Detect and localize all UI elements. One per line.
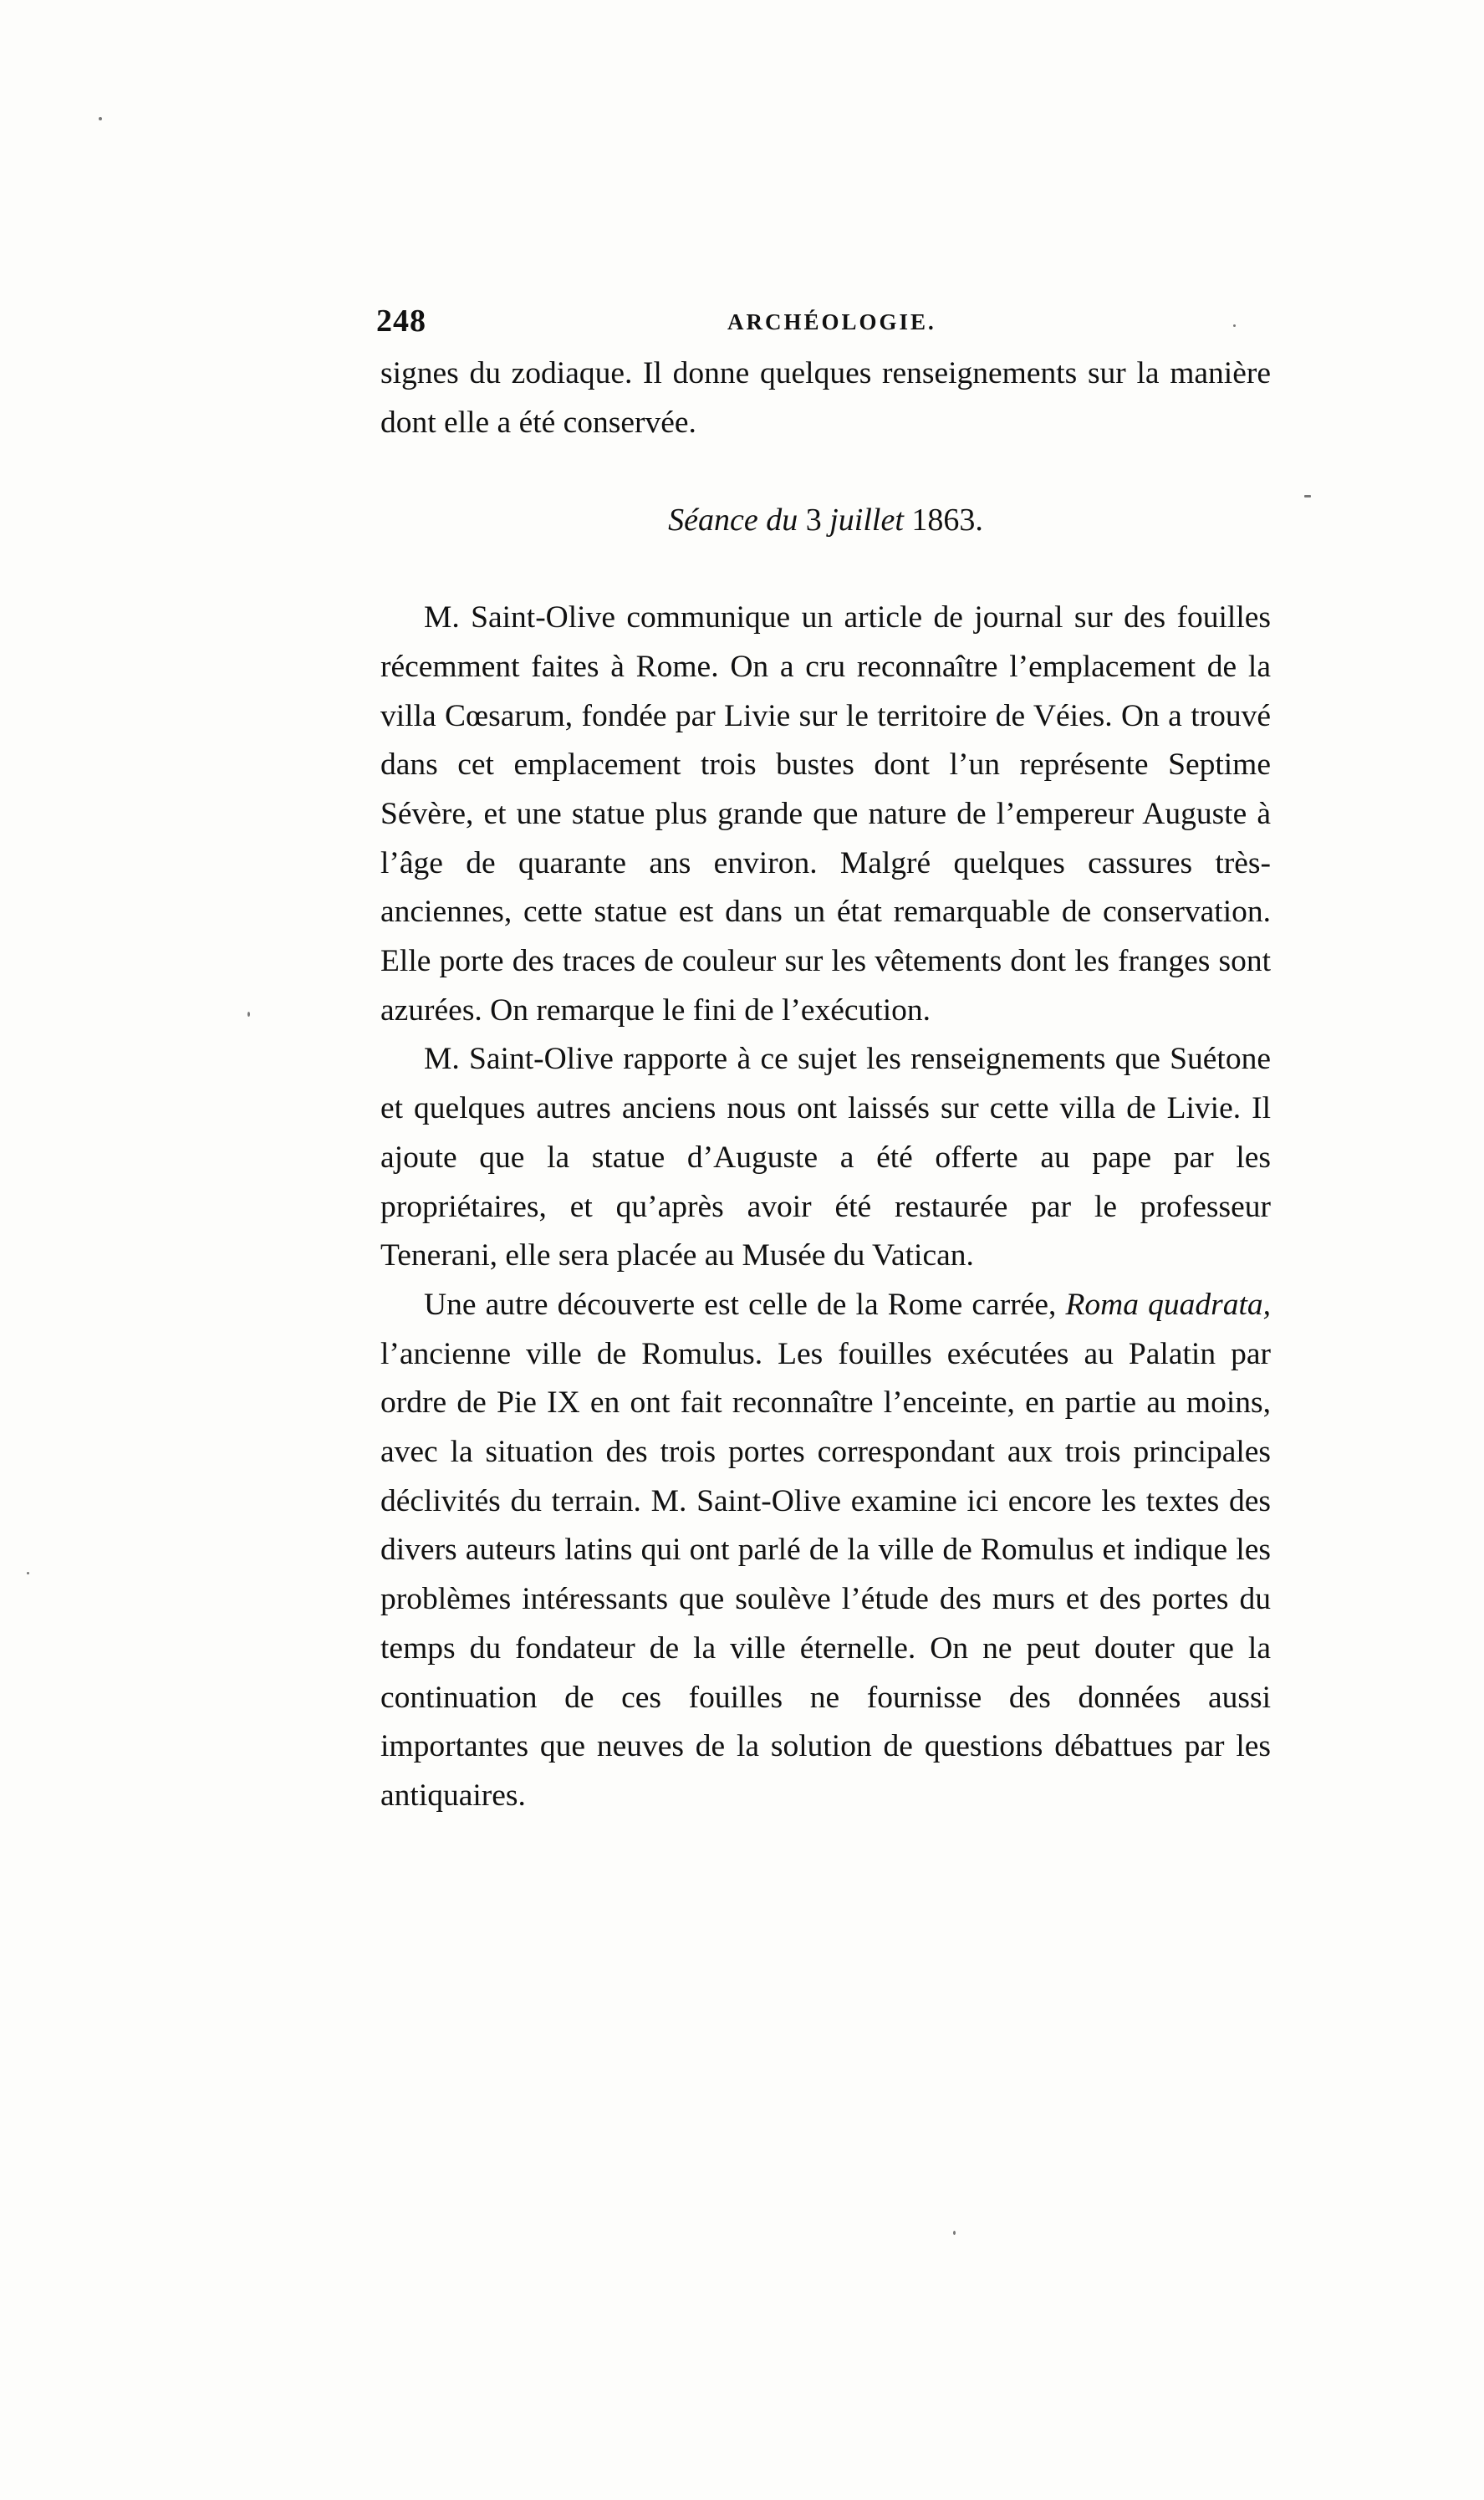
scan-speck	[247, 1012, 250, 1017]
session-heading-prefix: Séance du	[668, 503, 798, 538]
scan-speck	[27, 1572, 29, 1574]
session-heading-year: 1863.	[911, 503, 983, 538]
roma-quadrata-italic: Roma quadrata,	[1065, 1287, 1272, 1322]
session-heading-month: juillet	[829, 503, 904, 538]
scan-speck	[99, 117, 102, 120]
page-number: 248	[376, 304, 426, 339]
paragraph-statue-discovery: M. Saint-Olive communique un article de journal sur des fouilles récemment faites à Rome. On a cru reconnaître l’emplacement de la villa Cœsarum, fondée par Livie sur le territoire de Véies. On a trouvé dans cet emplacement trois bustes dont l’un représente Septime Sévère, et une statue plus grande que nature de l’empereur Auguste à l’âge de quarante ans environ. Malgré quelques cassures très-anciennes, cette statue est dans un état remarquable de conservation. Elle porte des traces de couleur sur les vêtements dont les franges sont azurées. On remarque le fini de l’exécution.	[380, 600, 1271, 1028]
opening-paragraph: signes du zodiaque. Il donne quelques renseignements sur la manière dont elle a été conservée.	[380, 356, 1271, 440]
paragraph-roma-quadrata	[380, 1281, 1271, 1821]
running-title: ARCHÉOLOGIE.	[727, 309, 936, 334]
running-head	[376, 303, 1275, 344]
paragraph-villa-livie: M. Saint-Olive rapporte à ce sujet les renseignements que Suétone et quelques autres anciens nous ont laissés sur cette villa de Livie. Il ajoute que la statue d’Auguste a été offerte au pape par les propriétaires, et qu’après avoir été restaurée par le professeur Tenerani, elle sera placée au Musée du Vatican.	[380, 1042, 1271, 1273]
session-heading	[380, 496, 1271, 545]
roma-quadrata-rest: l’ancienne ville de Romulus. Les fouilles exécutées au Palatin par ordre de Pie IX en ont fait reconnaître l’enceinte, en partie au moins, avec la situation des trois portes correspondant aux trois principales déclivités du terrain. M. Saint-Olive examine ici encore les textes des divers auteurs latins qui ont parlé de la ville de Romulus et indique les problèmes intéressants que soulève l’étude des murs et des portes du temps du fondateur de la ville éternelle. On ne peut douter que la continuation de ces fouilles ne fournisse des données aussi importantes que neuves de la solution de questions débattues par les antiquaires.	[380, 1336, 1271, 1813]
scan-speck	[953, 2231, 956, 2235]
roma-quadrata-start: Une autre découverte est celle de la Rome carrée,	[424, 1287, 1057, 1322]
scan-speck	[1304, 495, 1311, 497]
session-heading-day: 3	[805, 503, 822, 538]
body-text	[380, 349, 1271, 1821]
